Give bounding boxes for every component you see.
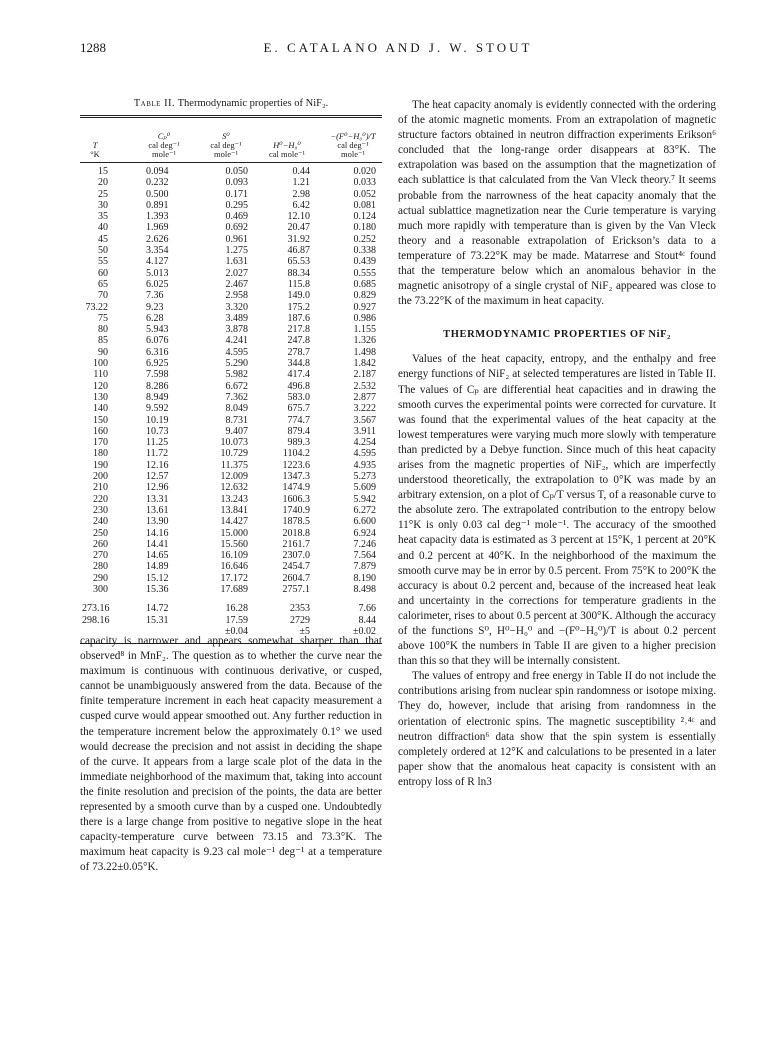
table-cell: 14.427 bbox=[220, 516, 248, 528]
table-cell: ±5 bbox=[299, 625, 310, 637]
table-cell: 15.000 bbox=[220, 527, 248, 539]
table-cell: 11.72 bbox=[146, 448, 169, 460]
table-cell: 85 bbox=[98, 335, 108, 347]
table-row bbox=[80, 234, 382, 245]
column-header-line: cal mole⁻¹ bbox=[268, 149, 306, 159]
table-cell: ±0.02 bbox=[353, 625, 376, 637]
table-cell: 12.96 bbox=[146, 482, 169, 494]
table-cell: 6.42 bbox=[292, 199, 310, 211]
table-row bbox=[80, 279, 382, 290]
table-cell: 150 bbox=[93, 414, 108, 426]
table-row bbox=[80, 603, 382, 614]
table-row bbox=[80, 381, 382, 392]
table-cell: 12.009 bbox=[220, 471, 248, 483]
table-cell: 1606.3 bbox=[282, 493, 310, 505]
column-header-line: Cₚ⁰ bbox=[157, 131, 171, 141]
table-cell: 1.393 bbox=[146, 211, 169, 223]
right-paragraph-3: The values of entropy and free energy in Table II do not include the contributions arising from nuclear spin randomness or isotope mixing. They do, however, include that arising from randomness in the orientation of electronic spins. The magnetic susceptibility ²˒⁴ᶜ and neutron diffraction⁶ data show that the spin system is essentially completely ordered at 12°K and calculations to be presented in a later paper show that the anomalous heat capacity is consistent with an entropy loss of R ln3 bbox=[398, 670, 716, 788]
table-cell: 160 bbox=[93, 425, 108, 437]
table-row bbox=[80, 392, 382, 403]
table-row bbox=[80, 448, 382, 459]
table-cell: 879.4 bbox=[287, 425, 310, 437]
table-cell: 31.92 bbox=[287, 233, 310, 245]
table-cell: 0.033 bbox=[353, 177, 376, 189]
table-row bbox=[80, 437, 382, 448]
section-title: THERMODYNAMIC PROPERTIES OF NiF₂ bbox=[443, 329, 671, 341]
table-cell: 0.927 bbox=[353, 301, 376, 313]
table-cell: 8.286 bbox=[146, 380, 169, 392]
table-cell: 0.439 bbox=[353, 256, 376, 268]
table-cell: 73.22 bbox=[85, 301, 108, 313]
table-cell: 2.187 bbox=[353, 369, 376, 381]
table-cell: 1347.3 bbox=[282, 471, 310, 483]
table-row bbox=[80, 561, 382, 572]
table-cell: 280 bbox=[93, 561, 108, 573]
table-cell: 15.12 bbox=[146, 572, 169, 584]
table-cell: 0.232 bbox=[146, 177, 169, 189]
table-cell: 65.53 bbox=[287, 256, 310, 268]
table-cell: 3.567 bbox=[353, 414, 376, 426]
table-cell: 260 bbox=[93, 538, 108, 550]
table-cell: 230 bbox=[93, 504, 108, 516]
table-cell: 220 bbox=[93, 493, 108, 505]
table-cell: 0.500 bbox=[146, 188, 169, 200]
table-cell: 16.646 bbox=[220, 561, 248, 573]
table-cell: 60 bbox=[98, 267, 108, 279]
table-cell: 17.689 bbox=[220, 583, 248, 595]
table-cell: 65 bbox=[98, 278, 108, 290]
table-cell: 3.489 bbox=[225, 312, 248, 324]
table-cell: 12.16 bbox=[146, 459, 169, 471]
table-cell: 6.600 bbox=[353, 516, 376, 528]
table-caption bbox=[80, 98, 382, 109]
table-cell: 250 bbox=[93, 527, 108, 539]
table-cell: 190 bbox=[93, 459, 108, 471]
table-cell: 3.354 bbox=[146, 245, 169, 257]
table-row bbox=[80, 200, 382, 211]
table-row bbox=[80, 177, 382, 188]
table-cell: 13.90 bbox=[146, 516, 169, 528]
table-cell: 14.41 bbox=[146, 538, 169, 550]
table-cell: 7.246 bbox=[353, 538, 376, 550]
table-cell: 2307.0 bbox=[282, 550, 310, 562]
table-row bbox=[80, 573, 382, 584]
table-cell: 0.124 bbox=[353, 211, 376, 223]
table-row bbox=[80, 471, 382, 482]
table-cell: 1740.9 bbox=[282, 504, 310, 516]
table-cell: 2729 bbox=[290, 614, 310, 626]
table-row bbox=[80, 211, 382, 222]
table-cell: 10.073 bbox=[220, 437, 248, 449]
table-cell: 1878.5 bbox=[282, 516, 310, 528]
table-cell: 0.338 bbox=[353, 245, 376, 257]
table-cell: 278.7 bbox=[287, 346, 310, 358]
table-cell: 2.958 bbox=[225, 290, 248, 302]
table-cell: 4.595 bbox=[225, 346, 248, 358]
table-cell: 1.275 bbox=[225, 245, 248, 257]
table-cell: 4.127 bbox=[146, 256, 169, 268]
table-cell: 3.911 bbox=[353, 425, 376, 437]
table-body bbox=[80, 163, 382, 637]
table-cell: 2.626 bbox=[146, 233, 169, 245]
table-cell: 2353 bbox=[290, 603, 310, 615]
column-header-line: cal deg⁻¹ bbox=[148, 140, 180, 150]
table-cell: 8.44 bbox=[358, 614, 376, 626]
table-cell: 0.020 bbox=[353, 166, 376, 177]
table-row bbox=[80, 494, 382, 505]
table-row bbox=[80, 403, 382, 414]
column-header-line: cal deg⁻¹ bbox=[210, 140, 242, 150]
table-cell: 240 bbox=[93, 516, 108, 528]
table-cell: 0.050 bbox=[225, 166, 248, 177]
table-row bbox=[80, 584, 382, 595]
table-cell: 9.23 bbox=[146, 301, 164, 313]
table-cell: 25 bbox=[98, 188, 108, 200]
table-cell: 14.16 bbox=[146, 527, 169, 539]
table-cell: 0.961 bbox=[225, 233, 248, 245]
table-row-gap bbox=[80, 595, 382, 603]
column-header-line: mole⁻¹ bbox=[340, 149, 366, 159]
table-cell: 675.7 bbox=[287, 403, 310, 415]
table-cell: 11.375 bbox=[220, 459, 248, 471]
table-cell: 3.320 bbox=[225, 301, 248, 313]
table-cell: 15.560 bbox=[220, 538, 248, 550]
table-row bbox=[80, 347, 382, 358]
table-cell: 7.362 bbox=[225, 391, 248, 403]
page-header bbox=[80, 40, 716, 58]
table-row bbox=[80, 505, 382, 516]
table-row bbox=[80, 550, 382, 561]
table-cell: 8.731 bbox=[225, 414, 248, 426]
table-cell: 1.155 bbox=[353, 324, 376, 336]
table-cell: 9.407 bbox=[225, 425, 248, 437]
table-row bbox=[80, 290, 382, 301]
table-cell: 3.878 bbox=[225, 324, 248, 336]
table-cell: 115.8 bbox=[287, 278, 310, 290]
table-cell: 1.498 bbox=[353, 346, 376, 358]
table-cell: 1.969 bbox=[146, 222, 169, 234]
table-row bbox=[80, 268, 382, 279]
table-cell: 7.66 bbox=[358, 603, 376, 615]
table-cell: 6.672 bbox=[225, 380, 248, 392]
table-cell: 80 bbox=[98, 324, 108, 336]
table-cell: 5.609 bbox=[353, 482, 376, 494]
table-cell: 17.59 bbox=[225, 614, 248, 626]
table-row bbox=[80, 313, 382, 324]
table-cell: 14.72 bbox=[146, 603, 169, 615]
column-header-line: °K bbox=[90, 149, 100, 159]
table-cell: 2.877 bbox=[353, 391, 376, 403]
table-cell: 75 bbox=[98, 312, 108, 324]
table-cell: 46.87 bbox=[287, 245, 310, 257]
table-cell: 7.36 bbox=[146, 290, 164, 302]
table-cell: 200 bbox=[93, 471, 108, 483]
table-cell: 1.326 bbox=[353, 335, 376, 347]
table-cell: 180 bbox=[93, 448, 108, 460]
table-cell: 0.891 bbox=[146, 199, 169, 211]
column-header-line: H⁰−H₀⁰ bbox=[273, 140, 301, 150]
table-cell: 2.027 bbox=[225, 267, 248, 279]
table-row bbox=[80, 166, 382, 177]
table-cell: 0.986 bbox=[353, 312, 376, 324]
table-cell: 187.6 bbox=[287, 312, 310, 324]
table-cell: 170 bbox=[93, 437, 108, 449]
table-cell: 15 bbox=[98, 166, 108, 177]
table-cell: 417.4 bbox=[287, 369, 310, 381]
table-cell: 9.592 bbox=[146, 403, 169, 415]
table-cell: 130 bbox=[93, 391, 108, 403]
table-section bbox=[80, 98, 382, 644]
table-cell: 1.631 bbox=[225, 256, 248, 268]
table-cell: 149.0 bbox=[287, 290, 310, 302]
right-paragraph-1: The heat capacity anomaly is evidently connected with the ordering of the atomic magnetic moments. From an extrapolation of magnetic structure factors obtained in neutron diffraction experiments Erikson⁶ concluded that the long-range order disappears at 83°K. The extrapolation was based on the assumption that the magnetization of each sublattice is that calculated from the Van Vleck theory.⁷ It seems probable from the narrowness of the heat capacity anomaly that the actual sublattice magnetization near the Curie temperature is varying much more rapidly with temperature than is given by the Van Vleck theory and a reasonable extrapolation of Erickson’s data to a temperature of 73.22°K may be made. Matarrese and Stout⁴ᶜ found that the temperature below which an anomalous behavior in the magnetic anisotropy of a single crystal of NiF₂ appeared was close to the 73.22°K of the maximum in heat capacity. bbox=[398, 99, 716, 308]
table-cell: 0.081 bbox=[353, 199, 376, 211]
table-cell: 0.829 bbox=[353, 290, 376, 302]
table-caption-label: Table II. bbox=[133, 98, 176, 109]
table-row bbox=[80, 324, 382, 335]
table-cell: 50 bbox=[98, 245, 108, 257]
table-cell: 3.222 bbox=[353, 403, 376, 415]
table-cell: 6.025 bbox=[146, 278, 169, 290]
table-cell: 300 bbox=[93, 583, 108, 595]
table-row bbox=[80, 358, 382, 369]
table-cell: 0.052 bbox=[353, 188, 376, 200]
table-cell: 8.498 bbox=[353, 583, 376, 595]
table-cell: 0.692 bbox=[225, 222, 248, 234]
table-cell: 10.73 bbox=[146, 425, 169, 437]
table-cell: 35 bbox=[98, 211, 108, 223]
table-header bbox=[80, 118, 382, 162]
table-cell: 100 bbox=[93, 358, 108, 370]
table-row bbox=[80, 460, 382, 471]
table-cell: 13.31 bbox=[146, 493, 169, 505]
table-cell: ±0.04 bbox=[225, 625, 248, 637]
table-cell: 5.942 bbox=[353, 493, 376, 505]
table-row bbox=[80, 426, 382, 437]
table-row bbox=[80, 516, 382, 527]
table-cell: 12.57 bbox=[146, 471, 169, 483]
table-cell: 6.076 bbox=[146, 335, 169, 347]
table-cell: 6.28 bbox=[146, 312, 164, 324]
table-cell: 0.295 bbox=[225, 199, 248, 211]
table-cell: 55 bbox=[98, 256, 108, 268]
table-cell: 15.31 bbox=[146, 614, 169, 626]
table-column-header bbox=[324, 132, 382, 159]
table-cell: 120 bbox=[93, 380, 108, 392]
table-cell: 1.842 bbox=[353, 358, 376, 370]
table-cell: 14.89 bbox=[146, 561, 169, 573]
table-cell: 1223.6 bbox=[282, 459, 310, 471]
table-cell: 989.3 bbox=[287, 437, 310, 449]
table-cell: 0.252 bbox=[353, 233, 376, 245]
table-row bbox=[80, 415, 382, 426]
table-cell: 16.109 bbox=[220, 550, 248, 562]
table-cell: 8.949 bbox=[146, 391, 169, 403]
table-cell: 4.241 bbox=[225, 335, 248, 347]
right-column bbox=[398, 98, 716, 790]
table-cell: 0.685 bbox=[353, 278, 376, 290]
table-row bbox=[80, 256, 382, 267]
table-cell: 5.273 bbox=[353, 471, 376, 483]
table-cell: 8.049 bbox=[225, 403, 248, 415]
table-cell: 4.595 bbox=[353, 448, 376, 460]
table-row bbox=[80, 369, 382, 380]
table-cell: 110 bbox=[93, 369, 108, 381]
table-cell: 45 bbox=[98, 233, 108, 245]
table-row bbox=[80, 539, 382, 550]
table-cell: 2.467 bbox=[225, 278, 248, 290]
table-cell: 0.093 bbox=[225, 177, 248, 189]
table-cell: 70 bbox=[98, 290, 108, 302]
table-cell: 4.254 bbox=[353, 437, 376, 449]
table-cell: 2161.7 bbox=[282, 538, 310, 550]
table-row bbox=[80, 189, 382, 200]
table-cell: 30 bbox=[98, 199, 108, 211]
table-cell: 0.171 bbox=[225, 188, 248, 200]
table-cell: 5.290 bbox=[225, 358, 248, 370]
table-cell: 8.190 bbox=[353, 572, 376, 584]
table-cell: 2604.7 bbox=[282, 572, 310, 584]
column-header-line: S⁰ bbox=[222, 131, 230, 141]
table-cell: 2454.7 bbox=[282, 561, 310, 573]
running-head: E. CATALANO AND J. W. STOUT bbox=[263, 40, 533, 55]
table-cell: 1104.2 bbox=[282, 448, 310, 460]
table-cell: 7.879 bbox=[353, 561, 376, 573]
table-cell: 210 bbox=[93, 482, 108, 494]
table-column-header bbox=[136, 132, 192, 159]
table-cell: 2.98 bbox=[292, 188, 310, 200]
table-cell: 496.8 bbox=[287, 380, 310, 392]
table-cell: 88.34 bbox=[287, 267, 310, 279]
left-column-text bbox=[80, 634, 382, 876]
table-cell: 2.532 bbox=[353, 380, 376, 392]
table-cell: 12.632 bbox=[220, 482, 248, 494]
table-cell: 0.469 bbox=[225, 211, 248, 223]
table-cell: 0.180 bbox=[353, 222, 376, 234]
table-row bbox=[80, 335, 382, 346]
table-cell: 12.10 bbox=[287, 211, 310, 223]
table-column-header bbox=[198, 132, 254, 159]
table-cell: 270 bbox=[93, 550, 108, 562]
table-row bbox=[80, 528, 382, 539]
table-cell: 0.555 bbox=[353, 267, 376, 279]
table-cell: 20.47 bbox=[287, 222, 310, 234]
table-cell: 10.19 bbox=[146, 414, 169, 426]
table-cell: 298.16 bbox=[82, 614, 110, 626]
table-cell: 20 bbox=[98, 177, 108, 189]
table-cell: 13.61 bbox=[146, 504, 169, 516]
table-cell: 15.36 bbox=[146, 583, 169, 595]
table-cell: 2757.1 bbox=[282, 583, 310, 595]
table-cell: 7.598 bbox=[146, 369, 169, 381]
table-cell: 6.925 bbox=[146, 358, 169, 370]
table-cell: 5.982 bbox=[225, 369, 248, 381]
column-header-line: cal deg⁻¹ bbox=[337, 140, 369, 150]
column-header-line: mole⁻¹ bbox=[213, 149, 239, 159]
table-cell: 13.243 bbox=[220, 493, 248, 505]
table-cell: 6.924 bbox=[353, 527, 376, 539]
table-cell: 11.25 bbox=[146, 437, 169, 449]
table-cell: 6.272 bbox=[353, 504, 376, 516]
column-header-line: T bbox=[92, 140, 98, 150]
table-cell: 4.935 bbox=[353, 459, 376, 471]
table-caption-text: Thermodynamic properties of NiF₂. bbox=[177, 98, 329, 109]
table-cell: 1.21 bbox=[292, 177, 310, 189]
table-row bbox=[80, 302, 382, 313]
table-cell: 5.943 bbox=[146, 324, 169, 336]
table-cell: 344.8 bbox=[287, 358, 310, 370]
table-cell: 14.65 bbox=[146, 550, 169, 562]
table-cell: 290 bbox=[93, 572, 108, 584]
table-cell: 90 bbox=[98, 346, 108, 358]
table-column-header bbox=[80, 141, 110, 159]
table-cell: 13.841 bbox=[220, 504, 248, 516]
table-cell: 6.316 bbox=[146, 346, 169, 358]
table-cell: 17.172 bbox=[220, 572, 248, 584]
table-column-header bbox=[258, 141, 316, 159]
table-cell: 583.0 bbox=[287, 391, 310, 403]
table-cell: 273.16 bbox=[82, 603, 110, 615]
table-cell: 5.013 bbox=[146, 267, 169, 279]
right-paragraph-2: Values of the heat capacity, entropy, and the enthalpy and free energy functions of NiF₂ at selected temperatures are listed in Table II. The values of Cₚ are differential heat capacities and in drawing the smooth curves the experimental points were corrected for curvature. It was found that the experimental values of the heat capacity at the lowest temperatures were varying much more slowly with temperature than predicted by a Debye function. Since much of this heat capacity arises from the magnetic properties of NiF₂, which are imperfectly understood theoretically, the extrapolation to 0°K was made by an arbitrary extension, on a plot of Cₚ/T versus T, of a reasonable curve to the absolute zero. The extrapolated contribution to the entropy below 11°K is only 0.03 cal deg⁻¹ mole⁻¹. The accuracy of the smoothed heat capacity data is estimated as 3 percent at 15°K, 1 percent at 20°K and 0.2 percent at 40°K. In the neighborhood of the maximum the smooth curve may be in error by 0.5 percent. From 75°K to 200°K the accuracy is about 0.2 percent and, because of the increased heat leak and uncertainty in the corrections for temperature gradients in the calorimeter, rises to about 0.5 percent at 300°K. Although the accuracy of the functions S⁰, H⁰−H₀⁰ and −(F⁰−H₀⁰)/T is about 0.2 percent above 100°K the numbers in Table II are given to a higher precision than this so that they will be internally consistent. bbox=[398, 353, 716, 668]
column-header-line: −(F⁰−H₀⁰)/T bbox=[330, 131, 376, 141]
left-paragraph: capacity is narrower and appears somewhat sharper than that observed⁸ in MnF₂. The question as to whether the curve near the maximum is continuous with continuous derivative, or cusped, cannot be unambiguously answered from the data. Because of the finite temperature increment in each heat capacity measurement a cusped curve would appear smoothed out. Any further reduction in the temperature increment below the approximately 0.1° we used would decrease the precision and not assist in deciding the shape of the curve. It appears from a large scale plot of the data in the immediate neighborhood of the maximum that, taking into account the finite resolution and precision of the points, the data are better represented by a smooth curve than by a cusped one. Undoubtedly there is a large change from positive to negative slope in the heat capacity-temperature curve between 73.15 and 73.3°K. The maximum heat capacity is 9.23 cal mole⁻¹ deg⁻¹ at a temperature of 73.22±0.05°K. bbox=[80, 635, 382, 874]
table-cell: 140 bbox=[93, 403, 108, 415]
table-cell: 1474.9 bbox=[282, 482, 310, 494]
table-cell: 0.44 bbox=[292, 166, 310, 177]
table-row bbox=[80, 245, 382, 256]
table-cell: 40 bbox=[98, 222, 108, 234]
table-row bbox=[80, 615, 382, 626]
table-cell: 774.7 bbox=[287, 414, 310, 426]
table-cell: 0.094 bbox=[146, 166, 169, 177]
table-cell: 10.729 bbox=[220, 448, 248, 460]
table-cell: 16.28 bbox=[225, 603, 248, 615]
table-row bbox=[80, 222, 382, 233]
table-cell: 247.8 bbox=[287, 335, 310, 347]
column-header-line: mole⁻¹ bbox=[151, 149, 177, 159]
table-cell: 2018.8 bbox=[282, 527, 310, 539]
table-row bbox=[80, 482, 382, 493]
page-number: 1288 bbox=[80, 40, 106, 55]
table-cell: 7.564 bbox=[353, 550, 376, 562]
table-cell: 217.8 bbox=[287, 324, 310, 336]
table-cell: 175.2 bbox=[287, 301, 310, 313]
